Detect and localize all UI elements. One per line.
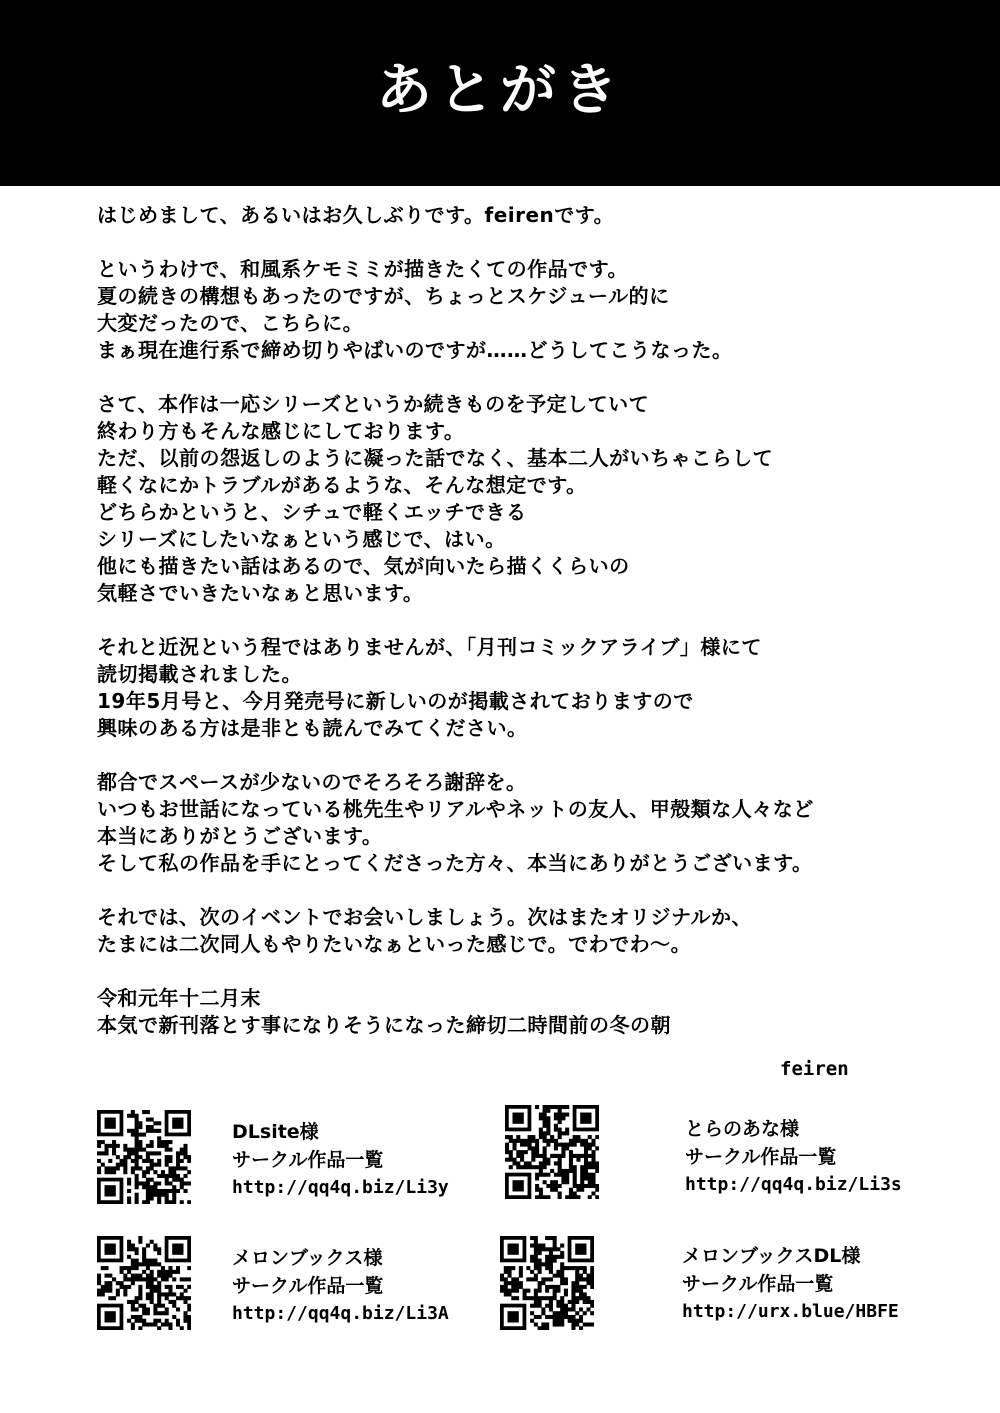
circle-works-label: サークル作品一覧 [232, 1149, 384, 1171]
text-line: どちらかというと、シチュで軽くエッチできる [97, 500, 527, 524]
text-line: いつもお世話になっている桃先生やリアルやネットの友人、甲殻類な人々など [97, 797, 814, 821]
shop-url[interactable]: http://qq4q.biz/Li3y [232, 1177, 449, 1198]
qr-code-icon[interactable] [97, 1236, 191, 1330]
text-line: 読切掲載されました。 [97, 662, 302, 686]
paragraph [97, 985, 917, 1039]
link-block-toranoana [505, 1105, 905, 1205]
qr-code-icon[interactable] [500, 1236, 594, 1330]
link-block-melonbooks-dl [500, 1236, 900, 1336]
shop-name: とらのあな様 [685, 1118, 800, 1140]
shop-name: メロンブックスDL様 [682, 1245, 861, 1267]
text-line: 気軽さでいきたいなぁと思います。 [97, 581, 424, 605]
paragraph [97, 904, 917, 958]
text-line: 軽くなにかトラブルがあるような、そんな想定です。 [97, 473, 587, 497]
text-line: 令和元年十二月末 [97, 986, 261, 1010]
paragraph [97, 634, 917, 742]
text-line: ただ、以前の怨返しのように凝った話でなく、基本二人がいちゃこらして [97, 446, 774, 470]
page-title: あとがき [376, 57, 624, 123]
text-line: 本当にありがとうございます。 [97, 824, 383, 848]
link-text [232, 1244, 449, 1328]
paragraph [97, 202, 917, 229]
text-line: シリーズにしたいなぁという感じで、はい。 [97, 527, 506, 551]
author-signature: feiren [780, 1058, 849, 1080]
paragraph [97, 256, 917, 364]
qr-code-icon[interactable] [97, 1110, 191, 1204]
shop-name: DLsite様 [232, 1121, 319, 1143]
circle-works-label: サークル作品一覧 [682, 1273, 834, 1295]
text-line: はじめまして、あるいはお久しぶりです。feirenです。 [97, 203, 615, 227]
shop-name: メロンブックス様 [232, 1247, 383, 1269]
paragraph [97, 391, 917, 607]
link-block-dlsite [97, 1110, 497, 1210]
text-line: 夏の続きの構想もあったのですが、ちょっとスケジュール的に [97, 284, 670, 308]
circle-works-label: サークル作品一覧 [685, 1146, 837, 1168]
text-line: それと近況という程ではありませんが、「月刊コミックアライブ」様にて [97, 635, 762, 659]
text-line: そして私の作品を手にとってくださった方々、本当にありがとうございます。 [97, 851, 813, 875]
text-line: 終わり方もそんな感じにしております。 [97, 419, 465, 443]
shop-url[interactable]: http://qq4q.biz/Li3s [685, 1174, 902, 1195]
link-text [682, 1242, 899, 1326]
text-line: さて、本作は一応シリーズというか続きものを予定していて [97, 392, 650, 416]
text-line: たまには二次同人もやりたいなぁといった感じで。でわでわ～。 [97, 932, 692, 956]
afterword-body [97, 202, 917, 1066]
paragraph [97, 769, 917, 877]
circle-works-label: サークル作品一覧 [232, 1275, 384, 1297]
shop-url[interactable]: http://qq4q.biz/Li3A [232, 1303, 449, 1324]
text-line: 本気で新刊落とす事になりそうになった締切二時間前の冬の朝 [97, 1013, 671, 1037]
link-text [685, 1115, 902, 1199]
text-line: 興味のある方は是非とも読んでみてください。 [97, 716, 528, 740]
link-text [232, 1118, 449, 1202]
text-line: というわけで、和風系ケモミミが描きたくての作品です。 [97, 257, 628, 281]
link-block-melonbooks [97, 1236, 497, 1336]
shop-url[interactable]: http://urx.blue/HBFE [682, 1301, 899, 1322]
header-band [0, 0, 1000, 186]
text-line: それでは、次のイベントでお会いしましょう。次はまたオリジナルか、 [97, 905, 752, 929]
text-line: 他にも描きたい話はあるので、気が向いたら描くくらいの [97, 554, 630, 578]
text-line: 都合でスペースが少ないのでそろそろ謝辞を。 [97, 770, 527, 794]
text-line: 大変だったので、こちらに。 [97, 311, 364, 335]
qr-code-icon[interactable] [505, 1105, 599, 1199]
text-line: まぁ現在進行系で締め切りやばいのですが……どうしてこうなった。 [97, 338, 733, 362]
text-line: 19年5月号と、今月発売号に新しいのが掲載されておりますので [97, 689, 694, 713]
